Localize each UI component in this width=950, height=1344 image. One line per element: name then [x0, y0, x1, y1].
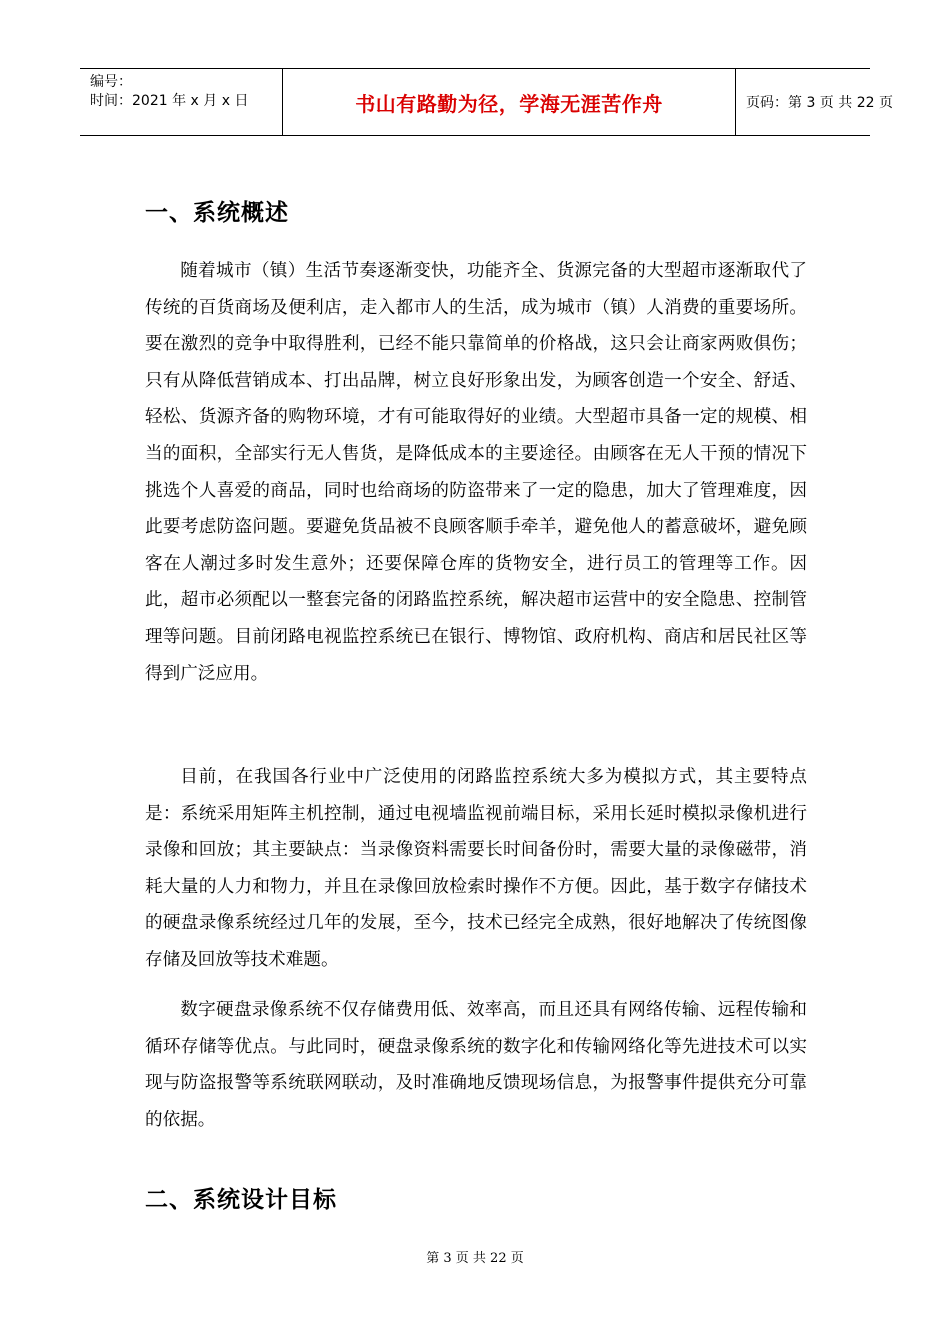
- header-motto-cell: [282, 69, 736, 135]
- header-page-cell: [736, 69, 893, 135]
- serial-number-label: 编号：: [90, 74, 132, 90]
- page-footer: 第 3 页 共 22 页: [426, 1251, 524, 1266]
- header-meta-cell: [80, 69, 282, 135]
- date-label: 时间：2021 年 x 月 x 日: [90, 93, 249, 109]
- paragraph-overview-2: 目前，在我国各行业中广泛使用的闭路监控系统大多为模拟方式，其主要特点是：系统采用矩阵主机控制，通过电视墙监视前端目标，采用长延时模拟录像机进行录像和回放；其主要缺点：当录像资料需要长时间备份时，需要大量的录像磁带，消耗大量的人力和物力，并且在录像回放检索时操作不方便。因此，基于数字存储技术的硬盘录像系统经过几年的发展，至今，技术已经完全成熟，很好地解决了传统图像存储及回放等技术难题。: [145, 767, 807, 970]
- paragraph-overview-3: 数字硬盘录像系统不仅存储费用低、效率高，而且还具有网络传输、远程传输和循环存储等优点。与此同时，硬盘录像系统的数字化和传输网络化等先进技术可以实现与防盗报警等系统联网联动，及时准确地反馈现场信息，为报警事件提供充分可靠的依据。: [145, 1000, 807, 1130]
- motto-text: 书山有路勤为径，学海无涯苦作舟: [355, 91, 663, 116]
- header-page-info: 页码：第 3 页 共 22 页: [746, 95, 893, 111]
- page-header: [80, 68, 893, 136]
- section-heading-design-goals: 二、系统设计目标: [145, 1187, 337, 1213]
- section-heading-overview: 一、系统概述: [145, 200, 289, 226]
- paragraph-overview-1: 随着城市（镇）生活节奏逐渐变快，功能齐全、货源完备的大型超市逐渐取代了传统的百货商场及便利店，走入都市人的生活，成为城市（镇）人消费的重要场所。要在激烈的竞争中取得胜利，已经不能只靠简单的价格战，这只会让商家两败俱伤；只有从降低营销成本、打出品牌，树立良好形象出发，为顾客创造一个安全、舒适、轻松、货源齐备的购物环境，才有可能取得好的业绩。大型超市具备一定的规模、相当的面积，全部实行无人售货，是降低成本的主要途径。由顾客在无人干预的情况下挑选个人喜爱的商品，同时也给商场的防盗带来了一定的隐患，加大了管理难度，因此要考虑防盗问题。要避免货品被不良顾客顺手牵羊，避免他人的蓄意破坏，避免顾客在人潮过多时发生意外；还要保障仓库的货物安全，进行员工的管理等工作。因此，超市必须配以一整套完备的闭路监控系统，解决超市运营中的安全隐患、控制管理等问题。目前闭路电视监控系统已在银行、博物馆、政府机构、商店和居民社区等得到广泛应用。: [145, 261, 807, 684]
